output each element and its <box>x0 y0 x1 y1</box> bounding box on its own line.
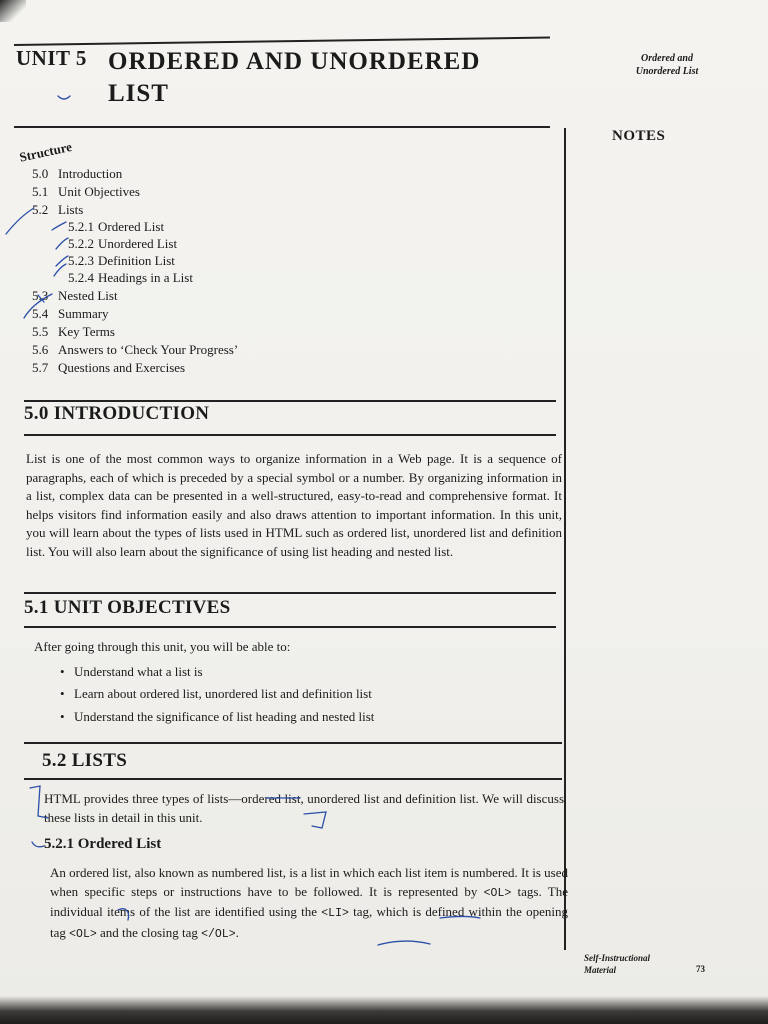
unit-title-line-2: LIST <box>108 80 169 107</box>
toc-subitem: 5.2.3 Definition List <box>68 253 175 268</box>
pen-stroke <box>118 909 129 920</box>
list-item: • Understand the significance of list heading and nested list <box>60 709 375 724</box>
lists-text: HTML provides three types of lists—ordered list, unordered list and definition list. We will discuss these lists in detail in this unit. <box>44 791 564 825</box>
intro-text: List is one of the most common ways to organize information in a Web page. It is a sequence of paragraphs, each of which is preceded by a special symbol or a number. By organizing information in a list, complex data can be presented in a well-structured, easy-to-read and comprehensive format. It helps visitors find information easily and also draws attention to important information. In this unit, you will learn about the types of lists used in HTML such as ordered list, unordered list and definition list. You will also learn about the significance of using list heading and nested list. <box>26 451 562 559</box>
pen-stroke <box>30 786 48 818</box>
notes-label: NOTES <box>612 128 666 144</box>
toc-item: 5.1 Unit Objectives <box>32 184 140 199</box>
toc-subitem: 5.2.1 Ordered List <box>68 219 165 234</box>
pen-stroke <box>32 842 44 847</box>
margin-title-line-2: Unordered List <box>635 66 699 77</box>
pen-stroke <box>24 294 52 318</box>
pen-stroke <box>58 96 70 99</box>
toc-item: 5.5 Key Terms <box>32 324 115 339</box>
toc-item: 5.7 Questions and Exercises <box>32 360 186 375</box>
margin-title-line-1: Ordered and <box>641 53 693 64</box>
pen-stroke <box>304 812 326 828</box>
toc-item: 5.6 Answers to ‘Check Your Progress’ <box>32 342 239 357</box>
ordered-list-text: An ordered list, also known as numbered list, is a list in which each list item is numbered. It is used when specific steps or instructions have to be followed. It is represented by <OL> tags. The individual items of the list are identified using the <LI> tag, which is defined within the opening tag <OL> and the closing tag </OL>. <box>50 865 568 941</box>
unit-label: UNIT 5 <box>16 46 87 70</box>
page-bottom-shadow <box>0 996 768 1024</box>
toc-subitem: 5.2.2 Unordered List <box>68 236 178 251</box>
toc-item: 5.4 Summary <box>32 306 109 321</box>
toc-subitem: 5.2.4 Headings in a List <box>68 270 193 285</box>
toc-item: 5.2 Lists <box>32 202 84 217</box>
pen-stroke <box>52 222 66 230</box>
ordered-list-heading: 5.2.1 Ordered List <box>44 836 162 852</box>
objectives-lead: After going through this unit, you will be able to: <box>34 639 291 654</box>
page-number: 73 <box>696 964 705 974</box>
unit-title-line-1: ORDERED AND UNORDERED <box>108 48 481 75</box>
pen-stroke <box>56 238 68 249</box>
lists-heading: 5.2 LISTS <box>42 750 128 771</box>
pen-stroke <box>440 917 480 919</box>
footer-label-line-2: Material <box>584 965 617 975</box>
objectives-heading: 5.1 UNIT OBJECTIVES <box>24 597 231 618</box>
pen-stroke <box>6 208 34 234</box>
intro-heading: 5.0 INTRODUCTION <box>24 403 210 424</box>
toc-item: 5.0 Introduction <box>32 166 123 181</box>
footer-label-line-1: Self-Instructional <box>584 953 651 963</box>
pen-stroke <box>378 941 430 945</box>
list-item: • Learn about ordered list, unordered list and definition list <box>60 686 372 701</box>
list-item: • Understand what a list is <box>60 664 203 679</box>
toc-item: 5.3 Nested List <box>32 288 118 303</box>
structure-label: Structure <box>18 138 74 165</box>
